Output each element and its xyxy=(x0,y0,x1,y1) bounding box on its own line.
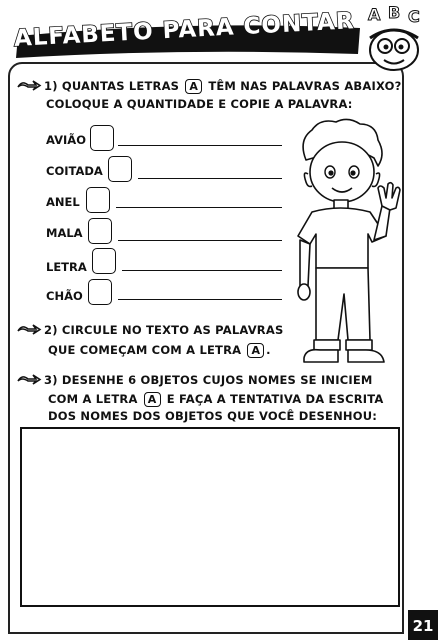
question-3-text: 3) DESENHE 6 OBJETOS CUJOS NOMES SE INICIEM xyxy=(44,373,373,387)
word-label: COITADA xyxy=(46,164,103,178)
mascot-icon xyxy=(356,4,436,74)
copy-line[interactable] xyxy=(118,145,282,146)
question-3-line-2 xyxy=(48,391,384,408)
question-3-line-3: DOS NOMES DOS OBJETOS QUE VOCÊ DESENHOU: xyxy=(48,409,378,423)
copy-line[interactable] xyxy=(118,240,282,241)
copy-line[interactable] xyxy=(138,178,282,179)
arrow-icon xyxy=(16,372,42,386)
question-1 xyxy=(16,78,401,95)
copy-line[interactable] xyxy=(118,299,282,300)
word-label: CHÃO xyxy=(46,289,83,303)
question-3-text-start: COM A LETRA xyxy=(48,392,138,406)
question-2-text-start: QUE COMEÇAM COM A LETRA xyxy=(48,343,242,357)
copy-line[interactable] xyxy=(122,270,282,271)
question-1-text-start: 1) QUANTAS LETRAS xyxy=(44,79,180,93)
count-box[interactable] xyxy=(88,279,112,305)
mascot-letter-b: B xyxy=(388,4,401,22)
count-box[interactable] xyxy=(108,156,132,182)
word-label: LETRA xyxy=(46,260,87,274)
arrow-icon xyxy=(16,78,42,92)
question-1-line-2: COLOQUE A QUANTIDADE E COPIE A PALAVRA: xyxy=(46,97,353,111)
question-2-line-2 xyxy=(48,342,271,359)
count-box[interactable] xyxy=(90,125,114,151)
page-number: 21 xyxy=(408,610,438,640)
letter-a-box: A xyxy=(144,392,161,407)
question-3-text-end: E FAÇA A TENTATIVA DA ESCRITA xyxy=(166,392,384,406)
drawing-area[interactable] xyxy=(20,427,400,607)
count-box[interactable] xyxy=(86,187,110,213)
count-box[interactable] xyxy=(92,248,116,274)
word-label: ANEL xyxy=(46,195,80,209)
copy-line[interactable] xyxy=(116,207,282,208)
count-box[interactable] xyxy=(88,218,112,244)
question-2 xyxy=(16,322,283,339)
question-2-text: 2) CIRCULE NO TEXTO AS PALAVRAS xyxy=(44,323,284,337)
waving-boy-icon xyxy=(290,118,410,373)
question-1-text-end: TÊM NAS PALAVRAS ABAIXO? xyxy=(208,79,402,93)
letter-a-box: A xyxy=(185,79,202,94)
question-2-period: . xyxy=(266,343,271,357)
question-3 xyxy=(16,372,373,389)
page-title: ALFABETO PARA CONTAR xyxy=(13,8,356,52)
mascot-letter-a: A xyxy=(368,5,381,24)
letter-a-box: A xyxy=(247,343,264,358)
arrow-icon xyxy=(16,322,42,336)
mascot-letter-c: C xyxy=(408,7,420,26)
word-label: AVIÃO xyxy=(46,133,86,147)
word-label: MALA xyxy=(46,226,83,240)
